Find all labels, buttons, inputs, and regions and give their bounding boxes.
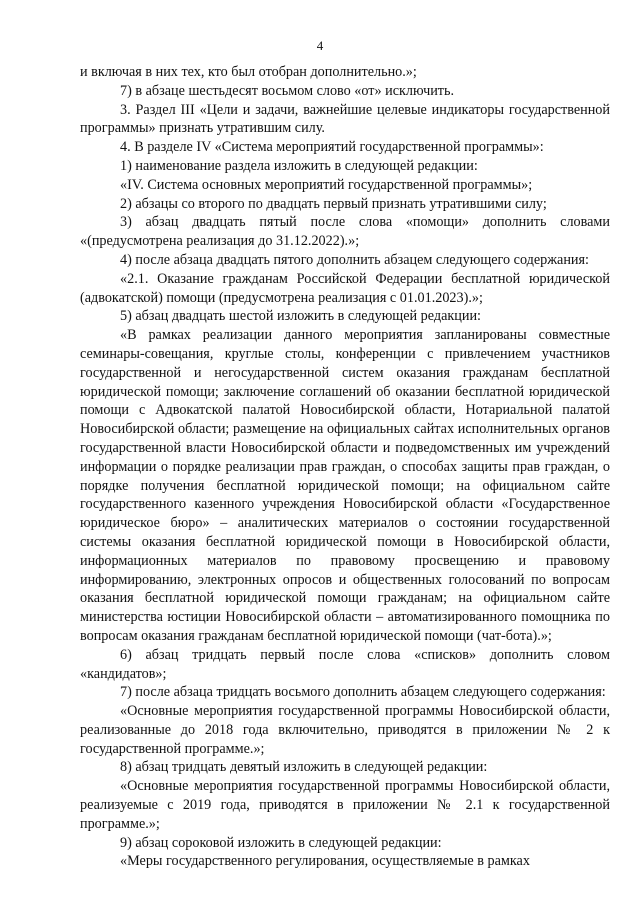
- document-body: [80, 63, 610, 871]
- paragraph: «Меры государственного регулирования, осуществляемые в рамках: [120, 853, 530, 870]
- paragraph: 1) наименование раздела изложить в следующей редакции:: [120, 157, 478, 174]
- paragraph: 2) абзацы со второго по двадцать первый признать утратившими силу;: [120, 195, 547, 212]
- paragraph: 9) абзац сороковой изложить в следующей редакции:: [120, 834, 442, 851]
- paragraph: «2.1. Оказание гражданам Российской Федерации бесплатной юридической (адвокатской) помощи (предусмотрена реализация с 01.01.2023).»;: [80, 270, 610, 306]
- paragraph: 7) в абзаце шестьдесят восьмом слово «от» исключить.: [120, 82, 455, 99]
- paragraph: «IV. Система основных мероприятий государственной программы»;: [120, 176, 533, 193]
- paragraph: 4. В разделе IV «Система мероприятий государственной программы»:: [120, 139, 544, 156]
- paragraph: 7) после абзаца тридцать восьмого дополнить абзацем следующего содержания:: [120, 684, 606, 701]
- paragraph: 4) после абзаца двадцать пятого дополнить абзацем следующего содержания:: [120, 251, 589, 268]
- paragraph: «В рамках реализации данного мероприятия запланированы совместные семинары-совещания, круглые столы, конференции с привлечением участников государственной и негосударственной систем оказания гражданам бесплатной юридической помощи; заключение соглашений об оказании бесплатной юридической помощи с Адвокатской палатой Новосибирской области, Нотариальной палатой Новосибирской области; размещение на официальных сайтах исполнительных органов государственной власти Новосибирской области и подведомственных им учреждений информации о порядке реализации прав граждан, о способах защиты прав граждан, о порядке получения бесплатной юридической помощи; на официальном сайте государственного казенного учреждения Новосибирской области «Государственное юридическое бюро» – аналитических материалов о состоянии государственной системы оказания бесплатной юридической помощи в Новосибирской области, информационных материалов по правовому просвещению и правовому информированию, электронных опросов и общественных голосований по вопросам оказания бесплатной юридической помощи гражданам; на официальном сайте министерства юстиции Новосибирской области – автоматизированного помощника по вопросам оказания гражданам бесплатной юридической помощи (чат-бота).»;: [80, 327, 610, 644]
- paragraph: 8) абзац тридцать девятый изложить в следующей редакции:: [120, 759, 488, 776]
- paragraph: 3. Раздел III «Цели и задачи, важнейшие целевые индикаторы государственной программы» признать утратившим силу.: [80, 101, 610, 137]
- paragraph: 3) абзац двадцать пятый после слова «помощи» дополнить словами «(предусмотрена реализация до 31.12.2022).»;: [80, 214, 610, 250]
- paragraph: «Основные мероприятия государственной программы Новосибирской области, реализуемые с 2019 года, приводятся в приложении № 2.1 к государственной программе.»;: [80, 778, 610, 832]
- paragraph: 5) абзац двадцать шестой изложить в следующей редакции:: [120, 308, 481, 325]
- paragraph: «Основные мероприятия государственной программы Новосибирской области, реализованные до 2018 года включительно, приводятся в приложении № 2 к государственной программе.»;: [80, 703, 610, 757]
- page-number: 4: [316, 38, 324, 53]
- paragraph-continuation: и включая в них тех, кто был отобран дополнительно.»;: [80, 64, 417, 80]
- paragraph: 6) абзац тридцать первый после слова «списков» дополнить словом «кандидатов»;: [80, 646, 610, 682]
